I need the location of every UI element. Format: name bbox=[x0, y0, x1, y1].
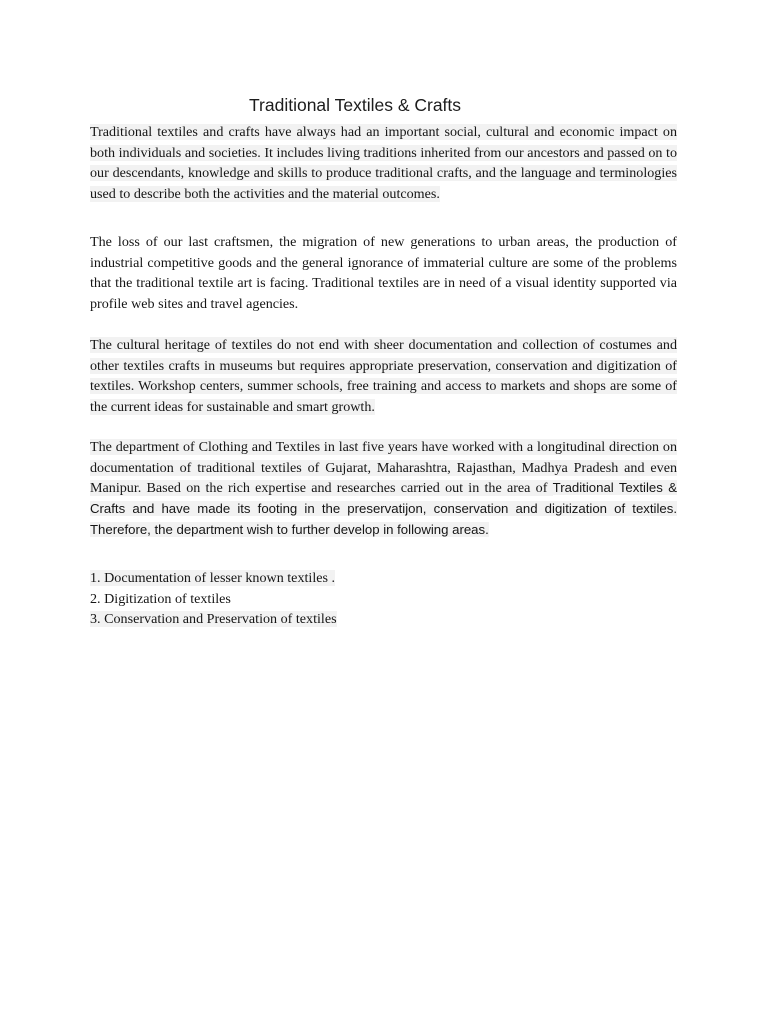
paragraph-heritage-text: The cultural heritage of textiles do not end with sheer documentation and collection of costumes and other textiles crafts in museums but requires appropriate preservation, conservation and digitization of textiles. Workshop centers, summer schools, free training and access to markets and shops are some of the current ideas for sustainable and smart growth. bbox=[90, 337, 677, 416]
focus-areas-list bbox=[90, 568, 337, 630]
list-item-text: 3. Conservation and Preservation of textiles bbox=[90, 611, 337, 628]
paragraph-department bbox=[90, 437, 677, 541]
list-item bbox=[90, 589, 337, 610]
list-item bbox=[90, 568, 337, 589]
document-title: Traditional Textiles & Crafts bbox=[249, 95, 462, 115]
paragraph-department-continued: Traditional Textiles & Crafts and have made its footing in the preservatijon, conservation and digitization of textiles. Therefore, the department wish to further develop in following areas. bbox=[90, 480, 677, 537]
list-item bbox=[90, 609, 337, 630]
list-item-text: 1. Documentation of lesser known textiles . bbox=[90, 570, 336, 586]
paragraph-loss bbox=[90, 232, 677, 315]
list-item-text: 2. Digitization of textiles bbox=[90, 590, 231, 607]
paragraph-intro bbox=[90, 122, 677, 205]
paragraph-department-text: The department of Clothing and Textiles in last five years have worked with a longitudinal direction on documentation of traditional textiles of Gujarat, Maharashtra, Rajasthan, Madhya Pradesh and even Manipur. Based on the rich expertise and researches carried out in the area of bbox=[90, 439, 677, 497]
paragraph-intro-text: Traditional textiles and crafts have always had an important social, cultural and economic impact on both individuals and societies. It includes living traditions inherited from our ancestors and passed on to our descendants, knowledge and skills to produce traditional crafts, and the language and terminologies used to describe both the activities and the material outcomes. bbox=[90, 124, 677, 203]
paragraph-heritage bbox=[90, 335, 677, 418]
paragraph-loss-text: The loss of our last craftsmen, the migration of new generations to urban areas, the production of industrial competitive goods and the general ignorance of immaterial culture are some of the problems that the traditional textile art is facing. Traditional textiles are in need of a visual identity supported via profile web sites and travel agencies. bbox=[90, 234, 677, 313]
